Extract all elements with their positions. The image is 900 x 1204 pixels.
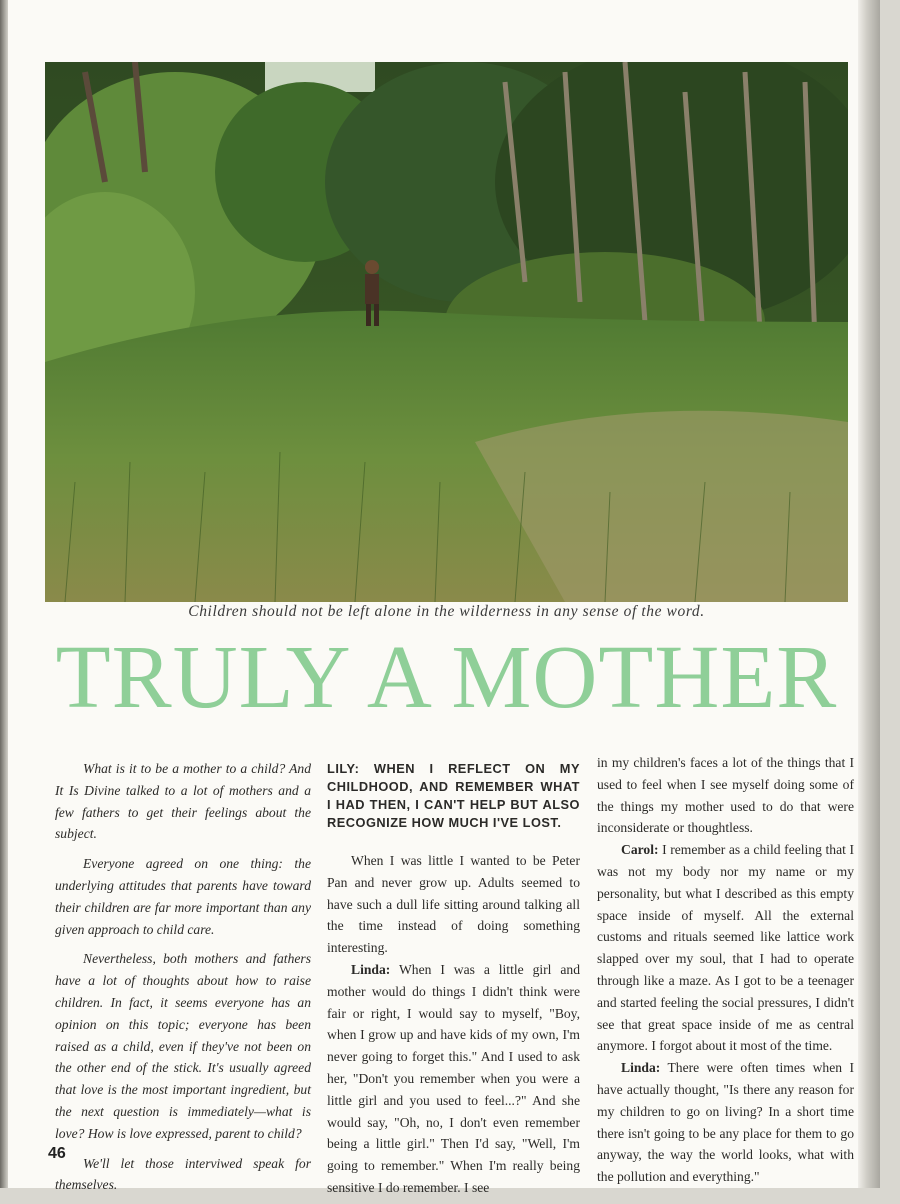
intro-paragraph: We'll let those interviwed speak for themselves. xyxy=(55,1155,311,1193)
page-edge xyxy=(858,0,880,1188)
speaker-name: Carol: xyxy=(621,842,659,858)
photo-caption: Children should not be left alone in the wilderness in any sense of the word. xyxy=(188,603,705,620)
article-column-3 xyxy=(597,752,854,1188)
article-headline: TRULY A MOTHER xyxy=(55,628,838,727)
page-number: 46 xyxy=(48,1145,66,1162)
speaker-name: Linda: xyxy=(621,1060,661,1076)
body-paragraph xyxy=(597,839,854,1057)
speaker-text: There were often times when I have actually thought, "Is there any reason for my children to go on living? In a short time there isn't going to be any place for them to go anyway, the way the world looks, what with the pollution and everything." xyxy=(597,1060,854,1185)
speaker-name: Linda: xyxy=(351,961,391,977)
body-paragraph: When I was little I wanted to be Peter Pan and never grow up. Adults seemed to have such a dull life sitting around talking all the time instead of doing something interesting. xyxy=(327,853,580,956)
speaker-text: When I was a little girl and mother would do things I didn't think were fair or right, I would say to myself, "Boy, when I grow up and have kids of my own, I'm never going to forget this." And I used to ask her, "Don't you remember when you were a little girl and you used to feel...?" And she would say, "Oh, no, I don't even remember being a little girl." Then I'd say, "Well, I'm going to remember." When I'm really being sensitive I do remember. I see xyxy=(327,961,580,1195)
article-column-2 xyxy=(327,760,580,1199)
intro-paragraph: What is it to be a mother to a child? And It Is Divine talked to a lot of mothers and a few fathers to get their feelings about the subject. xyxy=(55,761,311,842)
pull-quote: LILY: WHEN I REFLECT ON MY CHILDHOOD, AND REMEMBER WHAT I HAD THEN, I CAN'T HELP BUT ALSO RECOGNIZE HOW MUCH I'VE LOST. xyxy=(327,761,580,830)
body-paragraph xyxy=(597,1057,854,1188)
body-paragraph xyxy=(327,959,580,1199)
body-paragraph: in my children's faces a lot of the things that I used to feel when I see myself doing some of the things my mother used to do that were inconsiderate or thoughtless. xyxy=(597,755,854,836)
meadow-photo-illustration xyxy=(45,62,848,602)
speaker-text: I remember as a child feeling that I was not my body nor my name or my personality, but what I described as this empty space inside of myself. All the external customs and rituals seemed like lattice work slapped over my soul, that I had to operate through like a maze. As I got to be a teenager and started feeling the social pressures, I didn't see that great space inside of me as central anymore. I forgot about it most of the time. xyxy=(597,842,854,1054)
intro-paragraph: Everyone agreed on one thing: the underlying attitudes that parents have toward their children are far more important than any given approach to child care. xyxy=(55,856,311,937)
meadow-photo xyxy=(45,62,848,602)
article-column-1 xyxy=(55,758,311,1204)
intro-paragraph: Nevertheless, both mothers and fathers have a lot of thoughts about how to raise children. In fact, it seems everyone has an opinion on this topic; everyone has been raised as a child, even if they've not been on the other end of the stick. It's usually agreed that love is the most important ingredient, but the next question is immediately—what is love? How is love expressed, parent to child? xyxy=(55,951,311,1141)
